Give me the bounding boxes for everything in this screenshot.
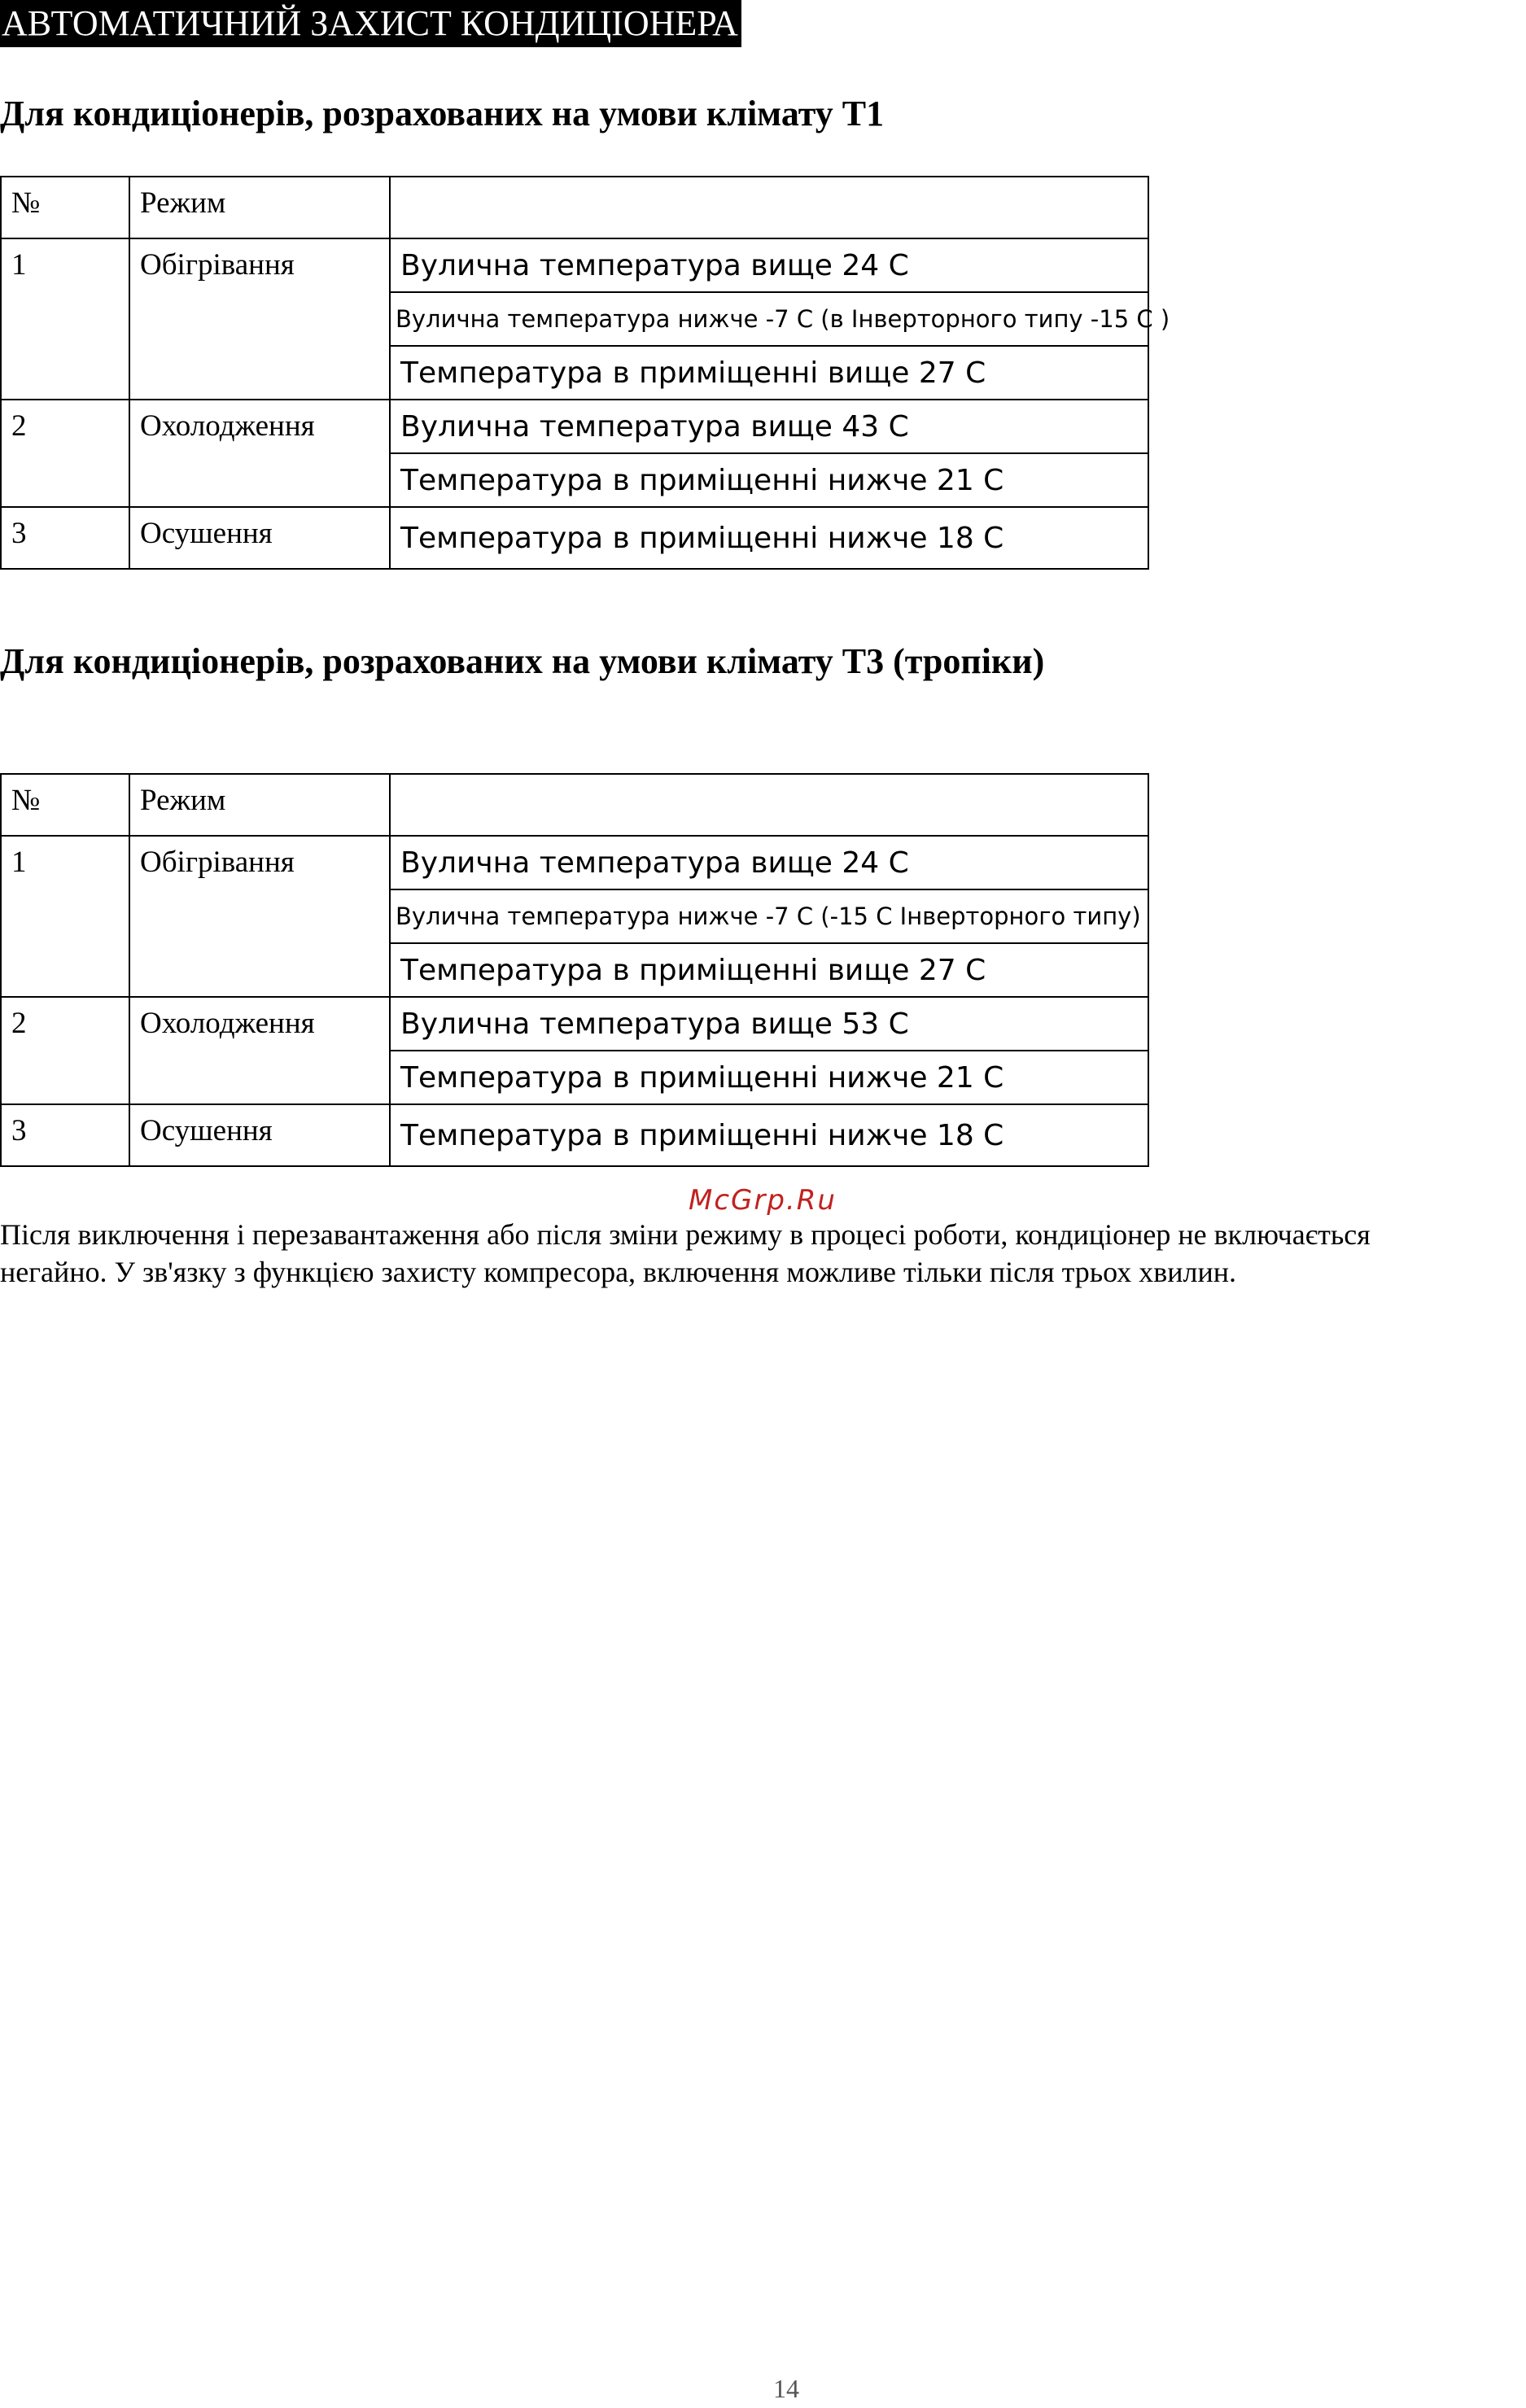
condition-cell: Вулична температура нижче -7 С (-15 С Інверторного типу)	[390, 889, 1148, 943]
condition-cell: Вулична температура вище 24 С	[390, 238, 1148, 292]
note-line: негайно. У зв'язку з функцією захисту компресора, включення можливе тільки після трьох хвилин.	[0, 1256, 1237, 1288]
condition-cell: Вулична температура нижче -7 С (в Інверторного типу -15 С )	[390, 292, 1148, 346]
condition-cell: Температура в приміщенні нижче 18 С	[390, 507, 1148, 569]
row-num: 1	[1, 836, 129, 997]
row-mode: Обігрівання	[129, 836, 390, 997]
note-line: Після виключення і перезавантаження або після зміни режиму в процесі роботи, кондиціонер не включається	[0, 1218, 1371, 1251]
row-mode: Обігрівання	[129, 238, 390, 400]
table-row	[1, 1104, 1148, 1166]
row-mode: Осушення	[129, 507, 390, 569]
condition-cell: Температура в приміщенні нижче 21 С	[390, 453, 1148, 507]
row-num: 1	[1, 238, 129, 400]
header-num: №	[1, 774, 129, 836]
condition-cell: Температура в приміщенні вище 27 С	[390, 346, 1148, 400]
table-row	[1, 400, 1148, 453]
header-conditions	[390, 177, 1148, 238]
table-header-row	[1, 177, 1148, 238]
section-title-t3: Для кондиціонерів, розрахованих на умови клімату Т3 (тропіки)	[0, 641, 1045, 681]
table-row	[1, 238, 1148, 292]
header-mode: Режим	[129, 774, 390, 836]
row-num: 3	[1, 1104, 129, 1166]
section-title-t1: Для кондиціонерів, розрахованих на умови клімату Т1	[0, 94, 885, 133]
watermark: McGrp.Ru	[689, 1184, 837, 1217]
condition-cell: Температура в приміщенні вище 27 С	[390, 943, 1148, 997]
row-num: 3	[1, 507, 129, 569]
row-num: 2	[1, 997, 129, 1104]
table-row	[1, 997, 1148, 1051]
protection-table-t3	[0, 773, 1149, 1167]
table-row	[1, 836, 1148, 889]
condition-cell: Вулична температура вище 43 С	[390, 400, 1148, 453]
row-num: 2	[1, 400, 129, 507]
protection-table-t1	[0, 176, 1170, 570]
condition-cell: Вулична температура вище 24 С	[390, 836, 1148, 889]
row-mode: Охолодження	[129, 400, 390, 507]
page-heading: АВТОМАТИЧНИЙ ЗАХИСТ КОНДИЦІОНЕРА	[0, 0, 741, 47]
row-mode: Охолодження	[129, 997, 390, 1104]
table-row	[1, 507, 1148, 569]
condition-cell: Температура в приміщенні нижче 18 С	[390, 1104, 1148, 1166]
header-num: №	[1, 177, 129, 238]
row-mode: Осушення	[129, 1104, 390, 1166]
condition-cell: Температура в приміщенні нижче 21 С	[390, 1051, 1148, 1104]
header-conditions	[390, 774, 1148, 836]
condition-cell: Вулична температура вище 53 С	[390, 997, 1148, 1051]
note-paragraph	[0, 1216, 1526, 1291]
header-mode: Режим	[129, 177, 390, 238]
page-number: 14	[773, 2374, 799, 2403]
table-header-row	[1, 774, 1148, 836]
